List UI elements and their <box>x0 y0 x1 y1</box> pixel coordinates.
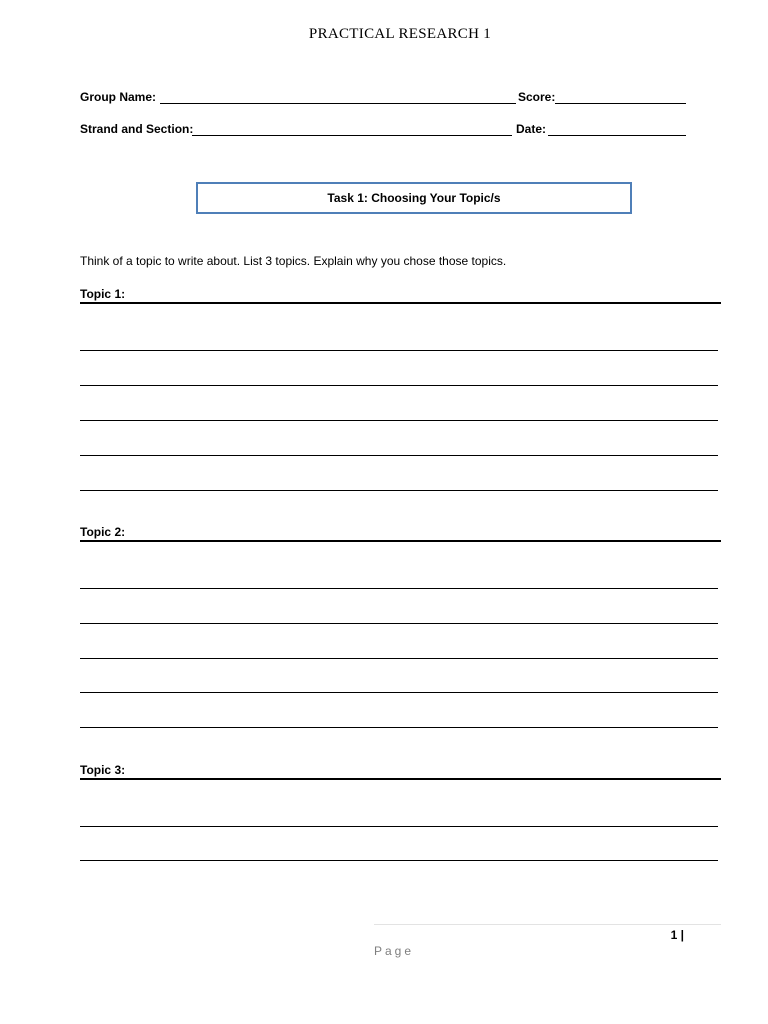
topic-2-answer-line[interactable] <box>80 727 718 728</box>
topic-1-answer-line[interactable] <box>80 385 718 386</box>
topic-2-answer-line[interactable] <box>80 658 718 659</box>
task-instruction: Think of a topic to write about. List 3 topics. Explain why you chose those topics. <box>80 254 507 268</box>
page-label: Page <box>374 944 415 958</box>
topic-1-answer-line[interactable] <box>80 350 718 351</box>
group-name-label: Group Name: <box>80 90 157 104</box>
topic-2-answer-line[interactable] <box>80 623 718 624</box>
topic-3-label: Topic 3: <box>80 763 126 777</box>
task-heading: Task 1: Choosing Your Topic/s <box>327 191 501 205</box>
strand-section-field[interactable] <box>192 135 512 136</box>
date-label: Date: <box>516 122 547 136</box>
strand-section-label: Strand and Section: <box>80 122 194 136</box>
topic-3-answer-line[interactable] <box>80 826 718 827</box>
topic-1-rule <box>80 302 721 304</box>
topic-1-label: Topic 1: <box>80 287 126 301</box>
topic-2-answer-line[interactable] <box>80 588 718 589</box>
topic-2-label: Topic 2: <box>80 525 126 539</box>
footer-divider <box>374 924 721 925</box>
topic-3-rule <box>80 778 721 780</box>
topic-3-answer-line[interactable] <box>80 860 718 861</box>
topic-1-answer-line[interactable] <box>80 490 718 491</box>
task-heading-box <box>196 182 632 214</box>
topic-2-rule <box>80 540 721 542</box>
group-name-field[interactable] <box>160 103 516 104</box>
date-field[interactable] <box>548 135 686 136</box>
score-label: Score: <box>518 90 556 104</box>
topic-2-answer-line[interactable] <box>80 692 718 693</box>
document-title: PRACTICAL RESEARCH 1 <box>308 26 492 42</box>
topic-1-answer-line[interactable] <box>80 420 718 421</box>
page-number: 1 | <box>670 928 684 942</box>
topic-1-answer-line[interactable] <box>80 455 718 456</box>
score-field[interactable] <box>555 103 686 104</box>
